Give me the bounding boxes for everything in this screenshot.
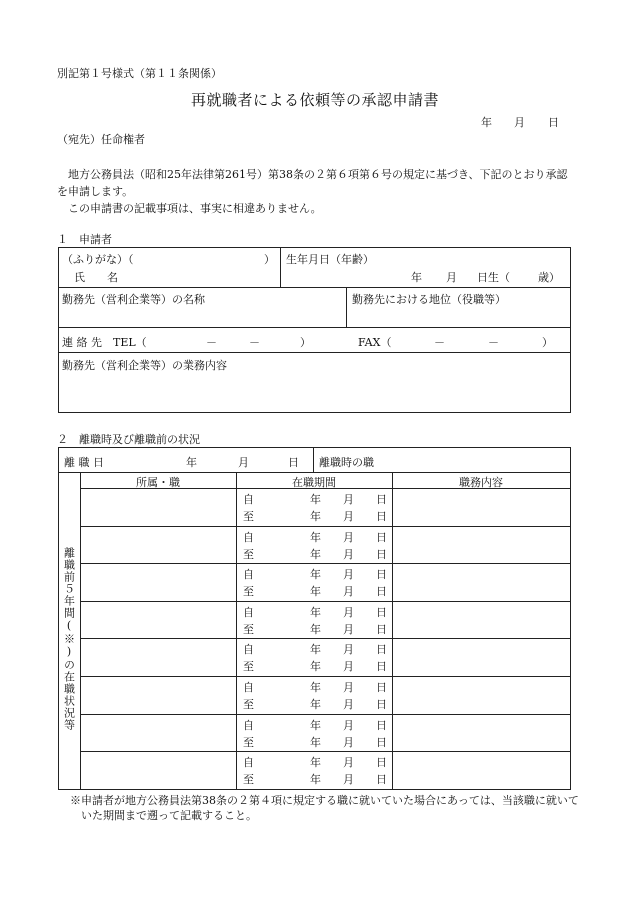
table-row-divider xyxy=(80,526,571,527)
intro-declaration: この申請書の記載事項は、事実に相違ありません。 xyxy=(68,202,322,215)
period-from-year: 年 xyxy=(310,756,321,769)
period-to-label: 至 xyxy=(243,698,254,711)
period-to-day: 日 xyxy=(376,585,387,598)
date-year: 年 xyxy=(481,116,492,129)
table-row-divider xyxy=(80,601,571,602)
period-to-year: 年 xyxy=(310,698,321,711)
period-from-label: 自 xyxy=(243,681,254,694)
period-from-month: 月 xyxy=(343,681,354,694)
period-to-year: 年 xyxy=(310,660,321,673)
period-to-year: 年 xyxy=(310,623,321,636)
form-number: 別記第１号様式（第１１条関係） xyxy=(57,67,222,80)
period-from-day: 日 xyxy=(376,719,387,732)
birth-month: 月 xyxy=(446,271,457,284)
fax-dash-1: － xyxy=(434,336,445,349)
period-to-year: 年 xyxy=(310,585,321,598)
retire-year: 年 xyxy=(186,456,197,469)
period-to-label: 至 xyxy=(243,623,254,636)
period-to-day: 日 xyxy=(376,736,387,749)
period-from-label: 自 xyxy=(243,643,254,656)
period-from-day: 日 xyxy=(376,531,387,544)
period-from-month: 月 xyxy=(343,643,354,656)
column-header-dept: 所属・職 xyxy=(136,476,180,489)
period-from-year: 年 xyxy=(310,719,321,732)
name-label: 氏 名 xyxy=(74,271,118,284)
fax-dash-2: － xyxy=(488,336,499,349)
period-to-year: 年 xyxy=(310,736,321,749)
period-from-month: 月 xyxy=(343,493,354,506)
period-to-month: 月 xyxy=(343,548,354,561)
period-from-year: 年 xyxy=(310,531,321,544)
tel-dash-1: － xyxy=(206,336,217,349)
table-row-divider xyxy=(80,563,571,564)
period-from-month: 月 xyxy=(343,568,354,581)
period-from-day: 日 xyxy=(376,643,387,656)
period-to-label: 至 xyxy=(243,585,254,598)
footnote: ※申請者が地方公務員法第38条の２第４項に規定する職に就いていた場合にあっては、当該職に就いていた期間まで遡って記載すること。 xyxy=(70,794,579,822)
period-to-month: 月 xyxy=(343,510,354,523)
period-from-year: 年 xyxy=(310,681,321,694)
age-unit: 歳） xyxy=(538,271,560,284)
period-to-year: 年 xyxy=(310,510,321,523)
intro-paragraph: 地方公務員法（昭和25年法律第261号）第38条の２第６項第６号の規定に基づき、下記のとおり承認を申請します。 xyxy=(57,168,568,198)
period-to-month: 月 xyxy=(343,585,354,598)
employer-name-label: 勤務先（営利企業等）の名称 xyxy=(62,293,205,306)
period-from-label: 自 xyxy=(243,756,254,769)
period-to-month: 月 xyxy=(343,698,354,711)
period-from-month: 月 xyxy=(343,756,354,769)
period-from-label: 自 xyxy=(243,606,254,619)
column-header-duty: 職務内容 xyxy=(459,476,503,489)
period-to-month: 月 xyxy=(343,623,354,636)
period-to-day: 日 xyxy=(376,548,387,561)
tel-dash-2: － xyxy=(249,336,260,349)
period-from-month: 月 xyxy=(343,606,354,619)
period-from-day: 日 xyxy=(376,568,387,581)
period-to-day: 日 xyxy=(376,773,387,786)
period-to-label: 至 xyxy=(243,773,254,786)
birth-day: 日生（ xyxy=(477,271,510,284)
tel-close: ） xyxy=(300,336,311,349)
period-from-month: 月 xyxy=(343,531,354,544)
period-from-year: 年 xyxy=(310,606,321,619)
period-from-day: 日 xyxy=(376,756,387,769)
career-side-label: 離職前５年間(※)の在職状況等 xyxy=(62,547,76,731)
employer-position-label: 勤務先における地位（役職等） xyxy=(352,293,506,306)
contact-tel-label: 連 絡 先 TEL（ xyxy=(62,336,147,349)
furigana-label: （ふりがな）（ xyxy=(62,253,134,266)
period-from-label: 自 xyxy=(243,493,254,506)
period-to-month: 月 xyxy=(343,736,354,749)
period-to-day: 日 xyxy=(376,510,387,523)
date-day: 日 xyxy=(548,116,559,129)
period-to-label: 至 xyxy=(243,736,254,749)
period-from-label: 自 xyxy=(243,719,254,732)
document-title: 再就職者による依頼等の承認申請書 xyxy=(190,91,439,109)
period-from-year: 年 xyxy=(310,493,321,506)
period-from-label: 自 xyxy=(243,568,254,581)
retire-post-label: 離職時の職 xyxy=(319,456,374,469)
furigana-close: ） xyxy=(264,253,275,266)
retire-month: 月 xyxy=(238,456,249,469)
period-to-day: 日 xyxy=(376,698,387,711)
date-month: 月 xyxy=(514,116,525,129)
table-row-divider xyxy=(80,751,571,752)
table-row-divider xyxy=(80,638,571,639)
table-row-divider xyxy=(80,676,571,677)
column-header-period: 在職期間 xyxy=(292,476,336,489)
period-to-year: 年 xyxy=(310,773,321,786)
business-content-label: 勤務先（営利企業等）の業務内容 xyxy=(62,359,227,372)
period-from-year: 年 xyxy=(310,568,321,581)
birth-year: 年 xyxy=(411,271,422,284)
period-to-year: 年 xyxy=(310,548,321,561)
period-to-day: 日 xyxy=(376,660,387,673)
period-to-day: 日 xyxy=(376,623,387,636)
period-from-month: 月 xyxy=(343,719,354,732)
fax-label: FAX（ xyxy=(358,336,392,349)
period-to-label: 至 xyxy=(243,548,254,561)
section1-heading: １ 申請者 xyxy=(57,233,112,246)
period-to-label: 至 xyxy=(243,660,254,673)
period-from-year: 年 xyxy=(310,643,321,656)
fax-close: ） xyxy=(542,336,553,349)
period-from-day: 日 xyxy=(376,493,387,506)
retire-date-label: 離 職 日 xyxy=(64,456,104,469)
period-to-month: 月 xyxy=(343,660,354,673)
period-to-month: 月 xyxy=(343,773,354,786)
addressee: （宛先）任命権者 xyxy=(57,133,145,146)
section2-heading: ２ 離職時及び離職前の状況 xyxy=(57,433,200,446)
retire-day: 日 xyxy=(288,456,299,469)
period-from-label: 自 xyxy=(243,531,254,544)
period-to-label: 至 xyxy=(243,510,254,523)
birth-label: 生年月日（年齢） xyxy=(286,253,374,266)
table-row-divider xyxy=(80,714,571,715)
period-from-day: 日 xyxy=(376,606,387,619)
period-from-day: 日 xyxy=(376,681,387,694)
